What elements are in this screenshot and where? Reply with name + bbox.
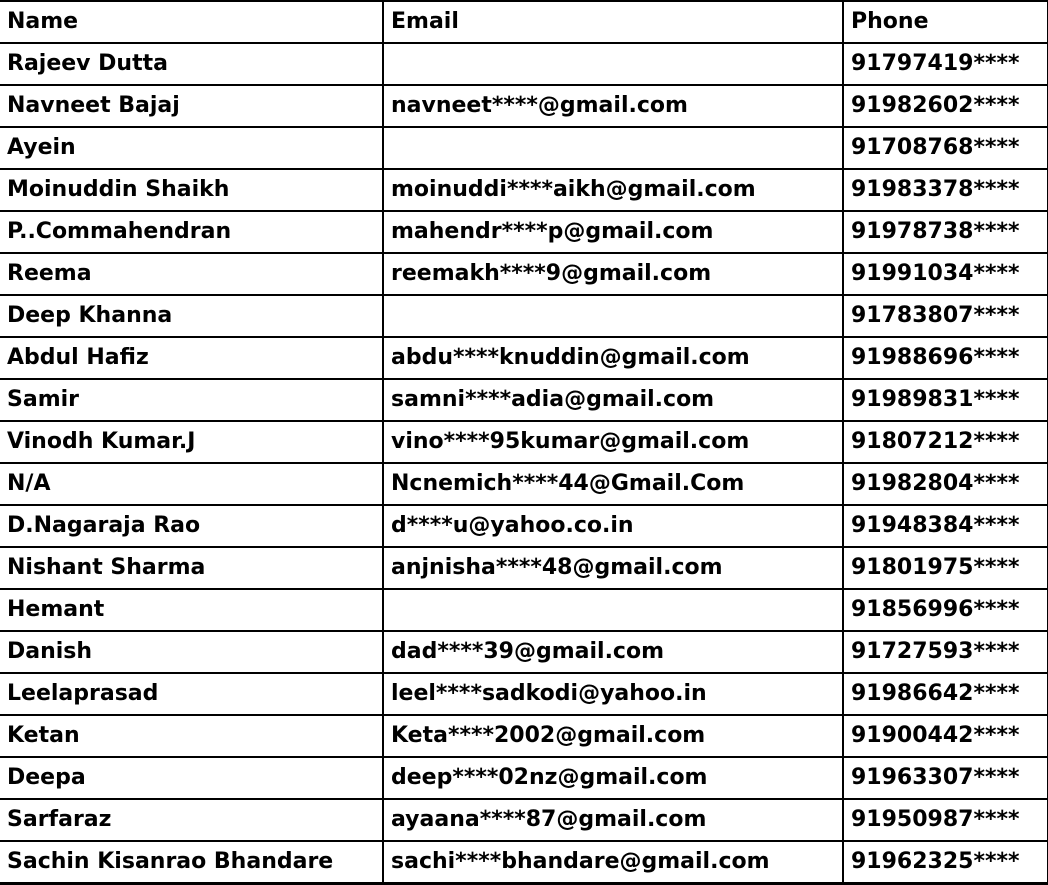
name-cell: Sarfaraz [0, 799, 383, 841]
phone-cell: 91801975**** [843, 547, 1048, 589]
table-row [0, 85, 1048, 127]
name-cell: Sachin Kisanrao Bhandare [0, 841, 383, 884]
phone-cell: 91727593**** [843, 631, 1048, 673]
table-row [0, 337, 1048, 379]
email-cell: ayaana****87@gmail.com [383, 799, 843, 841]
name-cell: Vinodh Kumar.J [0, 421, 383, 463]
email-cell: navneet****@gmail.com [383, 85, 843, 127]
name-cell: Leelaprasad [0, 673, 383, 715]
phone-cell: 91982804**** [843, 463, 1048, 505]
name-cell: Moinuddin Shaikh [0, 169, 383, 211]
table-row [0, 127, 1048, 169]
table-body [0, 43, 1048, 884]
email-cell [383, 589, 843, 631]
email-cell: Ncnemich****44@Gmail.Com [383, 463, 843, 505]
phone-cell: 91807212**** [843, 421, 1048, 463]
name-cell: Nishant Sharma [0, 547, 383, 589]
table-row [0, 43, 1048, 85]
phone-cell: 91900442**** [843, 715, 1048, 757]
column-header-name: Name [0, 1, 383, 43]
phone-cell: 91986642**** [843, 673, 1048, 715]
column-header-phone: Phone [843, 1, 1048, 43]
phone-cell: 91989831**** [843, 379, 1048, 421]
email-cell: deep****02nz@gmail.com [383, 757, 843, 799]
email-cell [383, 127, 843, 169]
table-row [0, 295, 1048, 337]
email-cell: moinuddi****aikh@gmail.com [383, 169, 843, 211]
table-row [0, 841, 1048, 884]
email-cell: dad****39@gmail.com [383, 631, 843, 673]
email-cell: samni****adia@gmail.com [383, 379, 843, 421]
table-row [0, 463, 1048, 505]
phone-cell: 91978738**** [843, 211, 1048, 253]
phone-cell: 91988696**** [843, 337, 1048, 379]
name-cell: Abdul Hafiz [0, 337, 383, 379]
phone-cell: 91708768**** [843, 127, 1048, 169]
phone-cell: 91962325**** [843, 841, 1048, 884]
table-row [0, 253, 1048, 295]
name-cell: P..Commahendran [0, 211, 383, 253]
table-row [0, 211, 1048, 253]
table-row [0, 169, 1048, 211]
column-header-email: Email [383, 1, 843, 43]
email-cell: anjnisha****48@gmail.com [383, 547, 843, 589]
name-cell: Reema [0, 253, 383, 295]
name-cell: Rajeev Dutta [0, 43, 383, 85]
phone-cell: 91982602**** [843, 85, 1048, 127]
email-cell: vino****95kumar@gmail.com [383, 421, 843, 463]
phone-cell: 91948384**** [843, 505, 1048, 547]
email-cell: Keta****2002@gmail.com [383, 715, 843, 757]
table-row [0, 631, 1048, 673]
table-row [0, 715, 1048, 757]
name-cell: Deepa [0, 757, 383, 799]
table-row [0, 757, 1048, 799]
phone-cell: 91783807**** [843, 295, 1048, 337]
table-row [0, 421, 1048, 463]
phone-cell: 91856996**** [843, 589, 1048, 631]
table-row [0, 547, 1048, 589]
name-cell: Samir [0, 379, 383, 421]
email-cell: leel****sadkodi@yahoo.in [383, 673, 843, 715]
name-cell: Hemant [0, 589, 383, 631]
table-row [0, 589, 1048, 631]
name-cell: Danish [0, 631, 383, 673]
phone-cell: 91991034**** [843, 253, 1048, 295]
table-row [0, 505, 1048, 547]
name-cell: D.Nagaraja Rao [0, 505, 383, 547]
name-cell: Navneet Bajaj [0, 85, 383, 127]
table-row [0, 379, 1048, 421]
name-cell: N/A [0, 463, 383, 505]
email-cell: reemakh****9@gmail.com [383, 253, 843, 295]
email-cell: abdu****knuddin@gmail.com [383, 337, 843, 379]
phone-cell: 91950987**** [843, 799, 1048, 841]
name-cell: Ayein [0, 127, 383, 169]
table-row [0, 799, 1048, 841]
phone-cell: 91963307**** [843, 757, 1048, 799]
name-cell: Ketan [0, 715, 383, 757]
email-cell: d****u@yahoo.co.in [383, 505, 843, 547]
phone-cell: 91797419**** [843, 43, 1048, 85]
email-cell: mahendr****p@gmail.com [383, 211, 843, 253]
header-row [0, 1, 1048, 43]
name-cell: Deep Khanna [0, 295, 383, 337]
email-cell [383, 43, 843, 85]
table-row [0, 673, 1048, 715]
email-cell: sachi****bhandare@gmail.com [383, 841, 843, 884]
phone-cell: 91983378**** [843, 169, 1048, 211]
email-cell [383, 295, 843, 337]
